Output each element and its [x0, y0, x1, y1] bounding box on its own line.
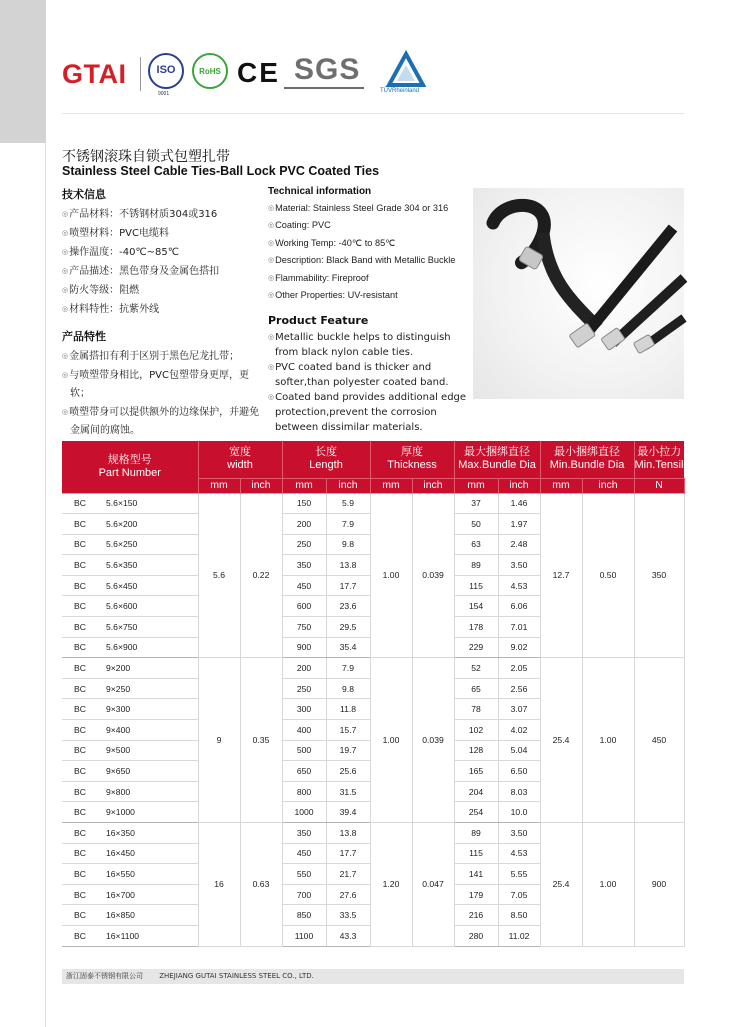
col-header-tensile-cn: 最小拉力 [637, 446, 682, 459]
max-bundle-inch-cell: 10.0 [498, 802, 540, 823]
length-inch-cell: 9.8 [326, 678, 370, 699]
table-row [62, 493, 684, 514]
max-bundle-inch-cell: 7.01 [498, 617, 540, 638]
unit-mm: mm [540, 478, 582, 493]
side-bar [0, 0, 46, 1027]
tensile-n-cell: 900 [634, 823, 684, 947]
part-prefix: BC [74, 745, 86, 756]
max-bundle-mm-cell: 63 [454, 534, 498, 555]
col-header-max-bundle [454, 441, 540, 478]
part-size: 5.6×450 [106, 580, 138, 591]
length-mm-cell: 350 [282, 555, 326, 576]
thickness-mm-cell: 1.20 [370, 823, 412, 947]
list-item: ◎ Working Temp: -40℃ to 85℃ [268, 235, 468, 252]
part-prefix: BC [74, 518, 86, 529]
iso-sub-label: 9001 [158, 91, 170, 97]
ce-mark-icon: CE [237, 57, 280, 88]
thickness-mm-cell: 1.00 [370, 658, 412, 823]
list-item: ◎ 防火等级：阻燃 [62, 281, 267, 300]
thickness-inch-cell: 0.039 [412, 658, 454, 823]
length-mm-cell: 450 [282, 575, 326, 596]
max-bundle-mm-cell: 141 [454, 864, 498, 885]
part-prefix: BC [74, 560, 86, 571]
col-header-width-en: width [227, 459, 253, 472]
length-mm-cell: 550 [282, 864, 326, 885]
part-prefix: BC [74, 827, 86, 838]
thickness-inch-cell: 0.047 [412, 823, 454, 947]
length-mm-cell: 750 [282, 617, 326, 638]
max-bundle-mm-cell: 37 [454, 493, 498, 514]
min-bundle-inch-cell: 1.00 [582, 658, 634, 823]
part-size: 9×400 [106, 724, 131, 735]
length-inch-cell: 29.5 [326, 617, 370, 638]
max-bundle-inch-cell: 5.55 [498, 864, 540, 885]
max-bundle-mm-cell: 280 [454, 925, 498, 946]
unit-n: N [634, 478, 684, 493]
part-size: 5.6×350 [106, 560, 138, 571]
tuv-label: TÜVRheinland [380, 88, 420, 94]
unit-inch: inch [326, 478, 370, 493]
width-mm-cell: 16 [198, 823, 240, 947]
length-inch-cell: 5.9 [326, 493, 370, 514]
col-header-width-cn: 宽度 [229, 446, 252, 459]
list-item: ◎ PVC coated band is thicker and softer,than polyester coated band. [268, 360, 468, 390]
iso-label: ISO [156, 64, 176, 76]
col-header-min-bundle [540, 441, 634, 478]
max-bundle-mm-cell: 65 [454, 678, 498, 699]
col-header-part-cn: 规格型号 [107, 453, 152, 466]
length-mm-cell: 700 [282, 884, 326, 905]
max-bundle-inch-cell: 7.05 [498, 884, 540, 905]
part-number-cell [62, 534, 198, 555]
part-prefix: BC [74, 580, 86, 591]
min-bundle-mm-cell: 12.7 [540, 493, 582, 658]
part-number-cell [62, 781, 198, 802]
part-prefix: BC [74, 766, 86, 777]
length-mm-cell: 900 [282, 637, 326, 658]
feature-en [268, 314, 468, 435]
length-mm-cell: 400 [282, 720, 326, 741]
part-prefix: BC [74, 663, 86, 674]
spec-table [62, 441, 735, 947]
list-item: ◎ Metallic buckle helps to distinguish from black nylon cable ties. [268, 330, 468, 360]
logo-row [62, 45, 462, 105]
length-inch-cell: 43.3 [326, 925, 370, 946]
max-bundle-mm-cell: 78 [454, 699, 498, 720]
part-number-cell [62, 617, 198, 638]
part-size: 5.6×200 [106, 518, 138, 529]
unit-mm: mm [198, 478, 240, 493]
part-size: 5.6×900 [106, 642, 138, 653]
length-mm-cell: 1100 [282, 925, 326, 946]
rohs-icon [192, 53, 228, 89]
feature-heading-cn: 产品特性 [62, 330, 106, 343]
max-bundle-mm-cell: 89 [454, 823, 498, 844]
length-inch-cell: 17.7 [326, 843, 370, 864]
col-header-length-en: Length [309, 459, 343, 472]
length-mm-cell: 300 [282, 699, 326, 720]
list-item: ◎ 喷塑材料：PVC电缆料 [62, 224, 267, 243]
width-inch-cell: 0.22 [240, 493, 282, 658]
part-prefix: BC [74, 910, 86, 921]
max-bundle-inch-cell: 1.97 [498, 514, 540, 535]
logo-divider [140, 57, 141, 91]
max-bundle-inch-cell: 8.03 [498, 781, 540, 802]
part-number-cell [62, 637, 198, 658]
max-bundle-inch-cell: 4.02 [498, 720, 540, 741]
max-bundle-mm-cell: 178 [454, 617, 498, 638]
max-bundle-mm-cell: 115 [454, 575, 498, 596]
max-bundle-mm-cell: 115 [454, 843, 498, 864]
part-number-cell [62, 884, 198, 905]
max-bundle-mm-cell: 179 [454, 884, 498, 905]
max-bundle-mm-cell: 229 [454, 637, 498, 658]
length-mm-cell: 200 [282, 658, 326, 679]
col-header-length [282, 441, 370, 478]
unit-inch: inch [240, 478, 282, 493]
max-bundle-inch-cell: 3.07 [498, 699, 540, 720]
list-item: ◎ Coating: PVC [268, 217, 468, 234]
length-inch-cell: 13.8 [326, 823, 370, 844]
col-header-thickness [370, 441, 454, 478]
part-prefix: BC [74, 786, 86, 797]
length-mm-cell: 850 [282, 905, 326, 926]
length-inch-cell: 11.8 [326, 699, 370, 720]
part-number-cell [62, 720, 198, 741]
max-bundle-inch-cell: 4.53 [498, 843, 540, 864]
length-inch-cell: 19.7 [326, 740, 370, 761]
length-inch-cell: 31.5 [326, 781, 370, 802]
max-bundle-mm-cell: 216 [454, 905, 498, 926]
list-item: ◎ 操作温度：-40℃~85℃ [62, 243, 267, 262]
width-inch-cell: 0.35 [240, 658, 282, 823]
min-bundle-mm-cell: 25.4 [540, 658, 582, 823]
part-size: 5.6×750 [106, 621, 138, 632]
feature-heading-en: Product Feature [268, 314, 369, 327]
length-inch-cell: 7.9 [326, 514, 370, 535]
length-mm-cell: 150 [282, 493, 326, 514]
part-number-cell [62, 905, 198, 926]
max-bundle-inch-cell: 6.50 [498, 761, 540, 782]
part-number-cell [62, 761, 198, 782]
col-header-min-bundle-cn: 最小捆绑直径 [554, 446, 621, 459]
length-inch-cell: 33.5 [326, 905, 370, 926]
max-bundle-mm-cell: 128 [454, 740, 498, 761]
part-prefix: BC [74, 704, 86, 715]
rohs-label: RoHS [199, 67, 221, 76]
part-prefix: BC [74, 683, 86, 694]
part-number-cell [62, 925, 198, 946]
part-size: 16×850 [106, 910, 135, 921]
unit-mm: mm [370, 478, 412, 493]
list-item: ◎ 喷塑带身可以提供额外的边缘保护，并避免金属间的腐蚀。 [62, 403, 267, 440]
length-inch-cell: 35.4 [326, 637, 370, 658]
width-mm-cell: 9 [198, 658, 240, 823]
length-mm-cell: 800 [282, 781, 326, 802]
part-size: 16×450 [106, 848, 135, 859]
side-bar-notch [0, 143, 46, 1027]
unit-inch: inch [582, 478, 634, 493]
tensile-n-cell: 450 [634, 658, 684, 823]
unit-inch: inch [412, 478, 454, 493]
part-prefix: BC [74, 642, 86, 653]
max-bundle-inch-cell: 3.50 [498, 823, 540, 844]
min-bundle-inch-cell: 0.50 [582, 493, 634, 658]
length-mm-cell: 200 [282, 514, 326, 535]
spec-table-body [62, 493, 684, 946]
list-item: ◎ Description: Black Band with Metallic Buckle [268, 252, 468, 269]
part-prefix: BC [74, 889, 86, 900]
part-number-cell [62, 658, 198, 679]
list-item: ◎ Flammability: Fireproof [268, 270, 468, 287]
length-inch-cell: 17.7 [326, 575, 370, 596]
part-number-cell [62, 596, 198, 617]
list-item: ◎ Material: Stainless Steel Grade 304 or 316 [268, 200, 468, 217]
part-size: 9×650 [106, 766, 131, 777]
part-prefix: BC [74, 807, 86, 818]
length-inch-cell: 15.7 [326, 720, 370, 741]
part-size: 9×1000 [106, 807, 135, 818]
table-row [62, 658, 684, 679]
col-header-thickness-en: Thickness [387, 459, 437, 472]
max-bundle-inch-cell: 5.04 [498, 740, 540, 761]
part-number-cell [62, 843, 198, 864]
col-header-length-cn: 长度 [315, 446, 338, 459]
part-size: 16×550 [106, 868, 135, 879]
col-header-max-bundle-cn: 最大捆绑直径 [464, 446, 531, 459]
list-item: ◎ 与喷塑带身相比，PVC包塑带身更厚，更软； [62, 366, 267, 403]
list-item: ◎ 材料特性：抗紫外线 [62, 300, 267, 319]
list-item: ◎ 产品描述：黑色带身及金属色搭扣 [62, 262, 267, 281]
tech-heading-cn: 技术信息 [62, 188, 106, 201]
length-mm-cell: 500 [282, 740, 326, 761]
max-bundle-mm-cell: 50 [454, 514, 498, 535]
length-mm-cell: 600 [282, 596, 326, 617]
part-prefix: BC [74, 621, 86, 632]
length-mm-cell: 650 [282, 761, 326, 782]
max-bundle-inch-cell: 2.05 [498, 658, 540, 679]
min-bundle-inch-cell: 1.00 [582, 823, 634, 947]
width-mm-cell: 5.6 [198, 493, 240, 658]
unit-mm: mm [454, 478, 498, 493]
part-prefix: BC [74, 601, 86, 612]
part-size: 16×350 [106, 827, 135, 838]
max-bundle-inch-cell: 11.02 [498, 925, 540, 946]
part-size: 9×200 [106, 663, 131, 674]
part-prefix: BC [74, 498, 86, 509]
part-prefix: BC [74, 848, 86, 859]
part-size: 5.6×150 [106, 498, 138, 509]
part-number-cell [62, 740, 198, 761]
length-mm-cell: 250 [282, 534, 326, 555]
tech-heading-en: Technical information [268, 186, 372, 197]
col-header-min-bundle-en: Min.Bundle Dia [549, 459, 625, 472]
part-number-cell [62, 699, 198, 720]
max-bundle-mm-cell: 89 [454, 555, 498, 576]
tech-info-en [268, 186, 468, 304]
part-number-cell [62, 555, 198, 576]
col-header-thickness-cn: 厚度 [401, 446, 424, 459]
length-mm-cell: 250 [282, 678, 326, 699]
part-size: 9×250 [106, 683, 131, 694]
min-bundle-mm-cell: 25.4 [540, 823, 582, 947]
col-header-part [62, 441, 198, 493]
max-bundle-mm-cell: 254 [454, 802, 498, 823]
unit-inch: inch [498, 478, 540, 493]
length-inch-cell: 23.6 [326, 596, 370, 617]
col-header-max-bundle-en: Max.Bundle Dia [458, 459, 536, 472]
col-header-tensile [634, 441, 735, 478]
part-number-cell [62, 575, 198, 596]
list-item: ◎ 金属搭扣有利于区别于黑色尼龙扎带； [62, 347, 267, 366]
part-size: 9×800 [106, 786, 131, 797]
part-prefix: BC [74, 724, 86, 735]
title-cn: 不锈钢滚珠自锁式包塑扎带 [62, 149, 230, 165]
max-bundle-mm-cell: 52 [454, 658, 498, 679]
length-inch-cell: 13.8 [326, 555, 370, 576]
length-mm-cell: 1000 [282, 802, 326, 823]
col-header-part-en: Part Number [98, 466, 161, 479]
unit-mm: mm [282, 478, 326, 493]
part-size: 16×700 [106, 889, 135, 900]
length-inch-cell: 27.6 [326, 884, 370, 905]
max-bundle-mm-cell: 165 [454, 761, 498, 782]
feature-cn [62, 328, 267, 440]
brand-logo: GTAI [62, 59, 127, 89]
part-number-cell [62, 514, 198, 535]
max-bundle-mm-cell: 154 [454, 596, 498, 617]
list-item: ◎ Coated band provides additional edge protection,prevent the corrosion between dissimilar materials. [268, 390, 468, 435]
footer-company-en: ZHEJIANG GUTAI STAINLESS STEEL CO., LTD. [159, 972, 314, 980]
length-inch-cell: 25.6 [326, 761, 370, 782]
iso-icon [148, 53, 184, 89]
part-number-cell [62, 864, 198, 885]
width-inch-cell: 0.63 [240, 823, 282, 947]
max-bundle-inch-cell: 2.48 [498, 534, 540, 555]
length-mm-cell: 450 [282, 843, 326, 864]
max-bundle-inch-cell: 3.50 [498, 555, 540, 576]
max-bundle-inch-cell: 6.06 [498, 596, 540, 617]
part-size: 16×1100 [106, 930, 140, 941]
length-inch-cell: 21.7 [326, 864, 370, 885]
part-size: 5.6×250 [106, 539, 138, 550]
tuv-triangle-icon [386, 51, 426, 91]
footer-bar [62, 969, 684, 984]
length-inch-cell: 39.4 [326, 802, 370, 823]
part-size: 9×300 [106, 704, 131, 715]
max-bundle-inch-cell: 1.46 [498, 493, 540, 514]
product-photo [473, 188, 684, 399]
title-en: Stainless Steel Cable Ties-Ball Lock PVC Coated Ties [62, 164, 380, 178]
max-bundle-mm-cell: 204 [454, 781, 498, 802]
part-prefix: BC [74, 868, 86, 879]
part-number-cell [62, 823, 198, 844]
max-bundle-inch-cell: 9.02 [498, 637, 540, 658]
list-item: ◎ Other Properties: UV-resistant [268, 287, 468, 304]
col-header-width [198, 441, 282, 478]
part-size: 5.6×600 [106, 601, 138, 612]
table-row [62, 823, 684, 844]
part-prefix: BC [74, 930, 86, 941]
thickness-inch-cell: 0.039 [412, 493, 454, 658]
tech-info-cn [62, 186, 267, 319]
thickness-mm-cell: 1.00 [370, 493, 412, 658]
max-bundle-inch-cell: 2.56 [498, 678, 540, 699]
list-item: ◎ 产品材料：不锈钢材质304或316 [62, 205, 267, 224]
part-number-cell [62, 802, 198, 823]
max-bundle-inch-cell: 8.50 [498, 905, 540, 926]
length-inch-cell: 7.9 [326, 658, 370, 679]
header-rule [62, 113, 684, 114]
sgs-logo-icon: SGS [284, 55, 364, 89]
max-bundle-inch-cell: 4.53 [498, 575, 540, 596]
max-bundle-mm-cell: 102 [454, 720, 498, 741]
length-inch-cell: 9.8 [326, 534, 370, 555]
footer-company-cn: 浙江固泰不锈钢有限公司 [66, 972, 143, 980]
length-mm-cell: 350 [282, 823, 326, 844]
part-number-cell [62, 678, 198, 699]
part-prefix: BC [74, 539, 86, 550]
part-number-cell [62, 493, 198, 514]
tensile-n-cell: 350 [634, 493, 684, 658]
part-size: 9×500 [106, 745, 131, 756]
col-header-tensile-en: Min.Tensile Strength [634, 459, 735, 472]
